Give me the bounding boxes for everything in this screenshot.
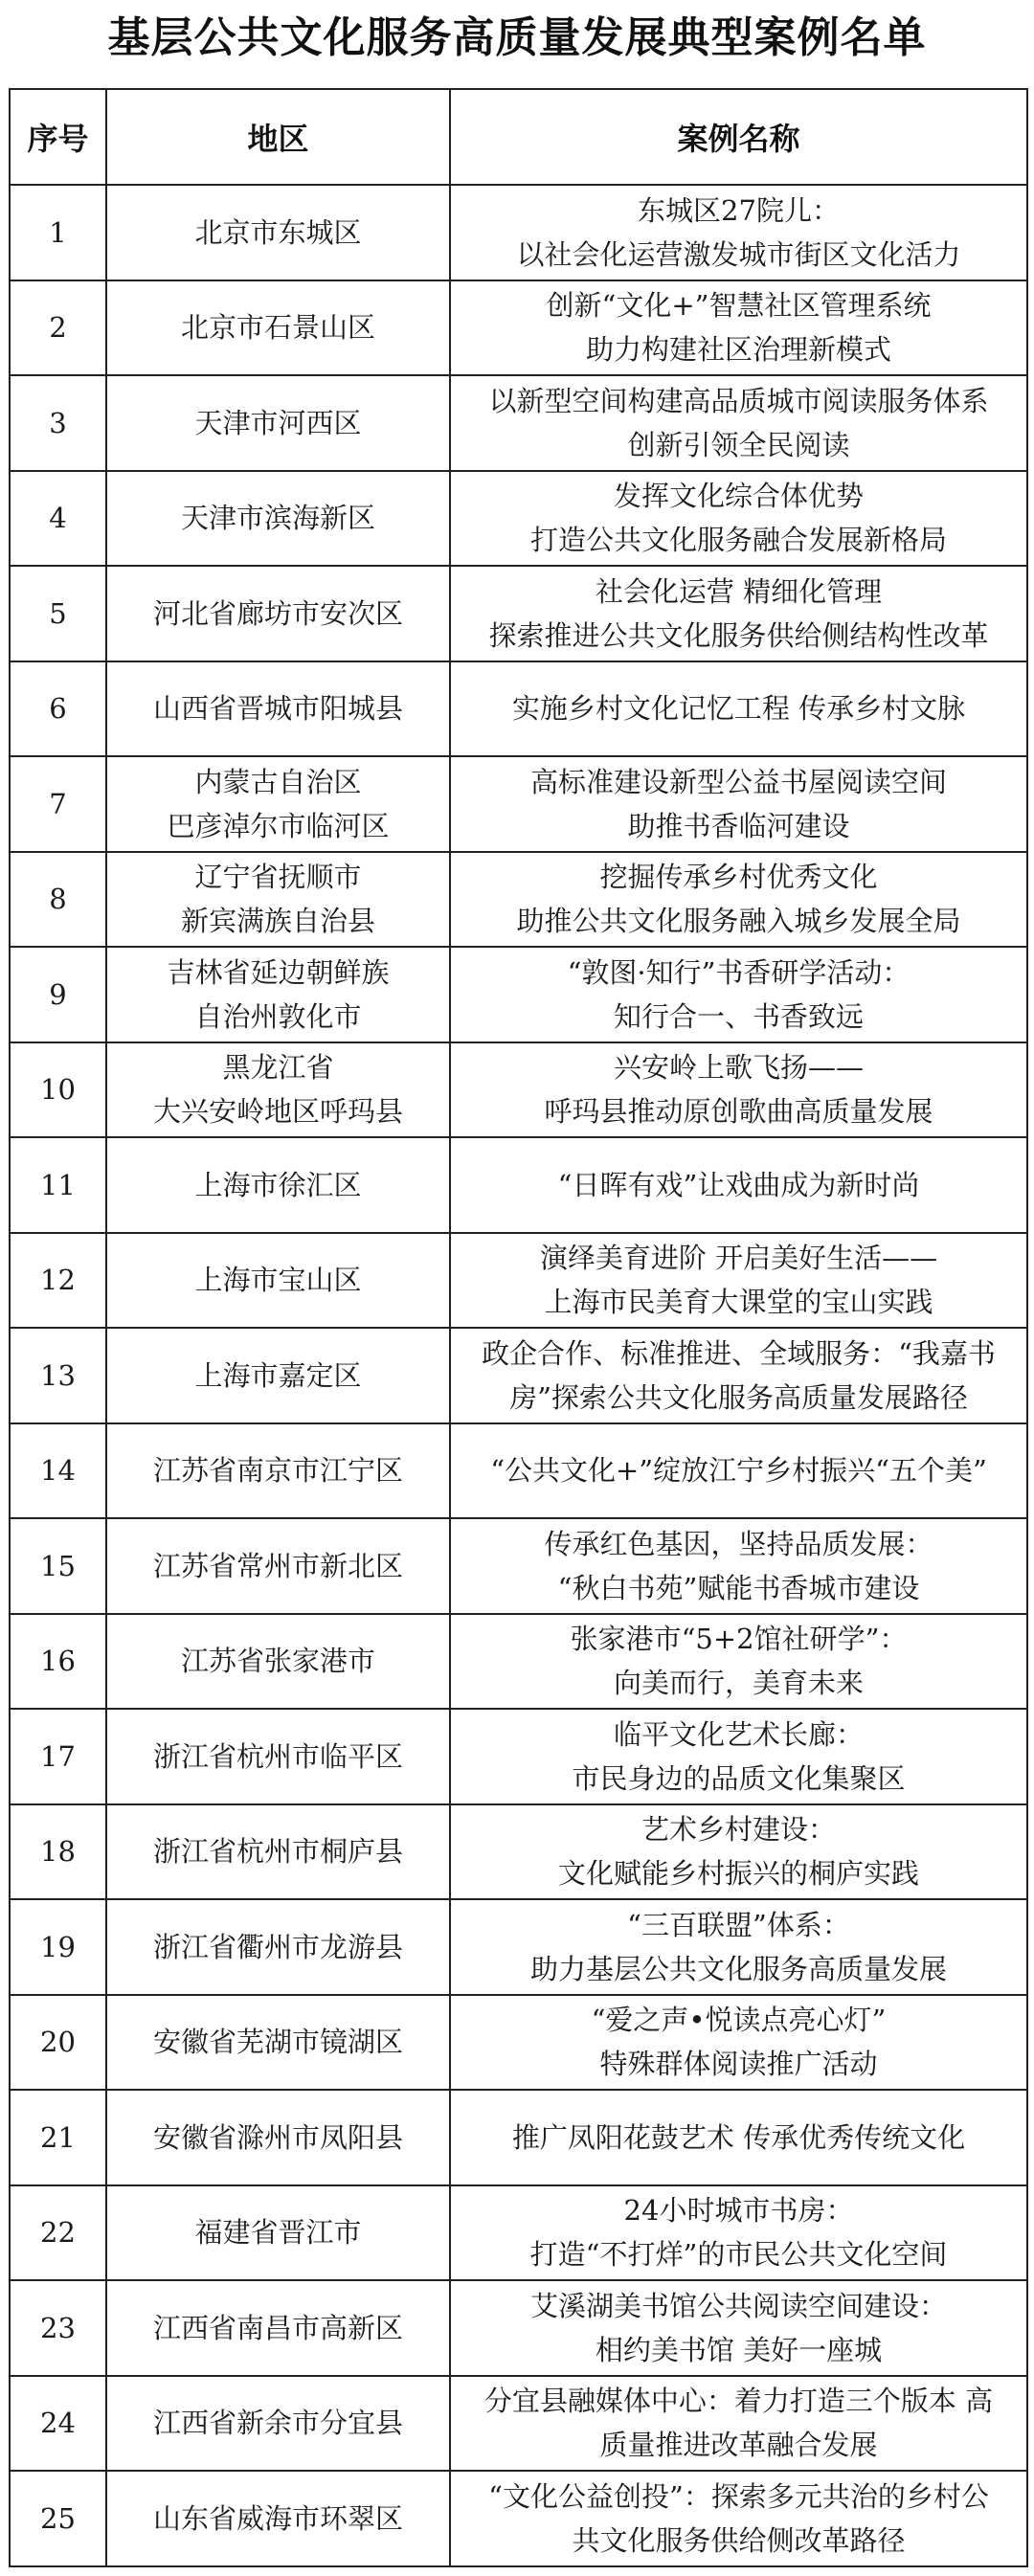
area-line: 安徽省滁州市凤阳县 [152, 2120, 403, 2154]
table-row [10, 1899, 1027, 1995]
table-row [10, 2185, 1027, 2281]
table-row [10, 2280, 1027, 2376]
row-case-name [450, 1423, 1027, 1519]
area-line: 浙江省杭州市临平区 [152, 1739, 403, 1773]
row-case-name [450, 947, 1027, 1042]
table-row [10, 566, 1027, 661]
case-name-line: 特殊群体阅读推广活动 [599, 2048, 878, 2081]
row-area [106, 1137, 450, 1233]
header-area: 地区 [106, 89, 450, 185]
case-name-line: 探索推进公共文化服务供给侧结构性改革 [488, 618, 989, 652]
area-line: 北京市石景山区 [180, 311, 375, 345]
case-list-table [9, 88, 1028, 2567]
table-row [10, 1804, 1027, 1900]
header-number: 序号 [10, 89, 106, 185]
row-area [106, 1995, 450, 2091]
row-number: 19 [10, 1899, 106, 1995]
case-name-line: 房”探索公共文化服务高质量发展路径 [509, 1380, 968, 1414]
area-line: 上海市徐汇区 [194, 1168, 362, 1201]
area-line: 安徽省芜湖市镜湖区 [152, 2026, 403, 2059]
area-line: 山东省威海市环翠区 [152, 2501, 403, 2535]
case-name-line: 政企合作、标准推进、全域服务：“我嘉书 [482, 1336, 996, 1370]
case-name-line: 临平文化艺术长廊： [613, 1717, 864, 1751]
case-name-line: 向美而行，美育未来 [613, 1667, 864, 1700]
row-area [106, 1614, 450, 1710]
area-line: 浙江省衢州市龙游县 [152, 1930, 403, 1963]
row-case-name [450, 280, 1027, 376]
row-number: 25 [10, 2471, 106, 2566]
case-name-line: “公共文化+”绽放江宁乡村振兴“五个美” [490, 1454, 987, 1488]
case-name-line: “日晖有戏”让戏曲成为新时尚 [557, 1168, 920, 1201]
table-row [10, 2090, 1027, 2185]
row-area [106, 1042, 450, 1138]
case-name-line: 分宜县融媒体中心：着力打造三个版本 高 [483, 2385, 994, 2418]
case-name-line: 助推公共文化服务融入城乡发展全局 [516, 905, 961, 938]
header-case-name: 案例名称 [450, 89, 1027, 185]
row-area [106, 756, 450, 852]
area-line: 江西省南昌市高新区 [152, 2311, 403, 2344]
row-area [106, 1233, 450, 1329]
row-number: 9 [10, 947, 106, 1042]
row-case-name [450, 2376, 1027, 2472]
row-case-name [450, 2280, 1027, 2376]
table-row [10, 1137, 1027, 1233]
row-area [106, 1328, 450, 1423]
row-area [106, 1899, 450, 1995]
area-line: 巴彦淖尔市临河区 [167, 809, 390, 842]
row-case-name [450, 1709, 1027, 1804]
case-name-line: 相约美书馆 美好一座城 [595, 2333, 883, 2366]
row-number: 2 [10, 280, 106, 376]
case-name-line: 以新型空间构建高品质城市阅读服务体系 [488, 384, 989, 417]
row-number: 16 [10, 1614, 106, 1710]
row-area [106, 185, 450, 280]
row-case-name [450, 852, 1027, 948]
row-case-name [450, 1137, 1027, 1233]
case-name-line: 创新“文化+”智慧社区管理系统 [546, 289, 932, 323]
row-number: 6 [10, 661, 106, 757]
row-case-name [450, 1233, 1027, 1329]
area-line: 大兴安岭地区呼玛县 [152, 1095, 403, 1129]
case-name-line: “秋白书苑”赋能书香城市建设 [557, 1571, 920, 1604]
row-number: 15 [10, 1518, 106, 1614]
case-name-line: 艺术乡村建设： [641, 1813, 836, 1847]
row-area [106, 661, 450, 757]
row-case-name [450, 661, 1027, 757]
case-name-line: 上海市民美育大课堂的宝山实践 [544, 1286, 933, 1319]
row-area [106, 1423, 450, 1519]
row-area [106, 2471, 450, 2566]
area-line: 山西省晋城市阳城县 [152, 692, 403, 726]
table-row [10, 1518, 1027, 1614]
row-case-name [450, 756, 1027, 852]
case-name-line: 打造公共文化服务融合发展新格局 [529, 524, 947, 557]
row-case-name [450, 1518, 1027, 1614]
case-name-line: 高标准建设新型公益书屋阅读空间 [529, 765, 947, 798]
area-line: 自治州敦化市 [194, 999, 362, 1033]
area-line: 江苏省南京市江宁区 [152, 1454, 403, 1488]
row-case-name [450, 566, 1027, 661]
row-case-name [450, 1995, 1027, 2091]
area-line: 江苏省张家港市 [180, 1645, 375, 1678]
row-number: 7 [10, 756, 106, 852]
row-area [106, 852, 450, 948]
case-name-line: 艾溪湖美书馆公共阅读空间建设： [529, 2289, 947, 2322]
table-row [10, 756, 1027, 852]
table-row [10, 1423, 1027, 1519]
row-case-name [450, 1042, 1027, 1138]
row-area [106, 1518, 450, 1614]
row-area [106, 471, 450, 567]
row-number: 3 [10, 375, 106, 471]
case-name-line: 呼玛县推动原创歌曲高质量发展 [544, 1095, 933, 1129]
row-number: 24 [10, 2376, 106, 2472]
row-number: 8 [10, 852, 106, 948]
area-line: 北京市东城区 [194, 215, 362, 249]
row-case-name [450, 2185, 1027, 2281]
row-number: 12 [10, 1233, 106, 1329]
row-number: 20 [10, 1995, 106, 2091]
row-case-name [450, 1328, 1027, 1423]
row-area [106, 2376, 450, 2472]
case-name-line: 东城区27院儿： [638, 193, 840, 227]
case-name-line: 助推书香临河建设 [627, 809, 850, 842]
case-name-line: 助力构建社区治理新模式 [585, 333, 891, 367]
row-area [106, 566, 450, 661]
row-case-name [450, 375, 1027, 471]
case-name-line: 挖掘传承乡村优秀文化 [599, 861, 878, 894]
table-row [10, 1328, 1027, 1423]
case-name-line: 质量推进改革融合发展 [599, 2429, 878, 2462]
row-number: 10 [10, 1042, 106, 1138]
area-line: 天津市河西区 [194, 406, 362, 439]
row-number: 23 [10, 2280, 106, 2376]
table-row [10, 852, 1027, 948]
table-row [10, 280, 1027, 376]
case-name-line: 推广凤阳花鼓艺术 传承优秀传统文化 [511, 2120, 966, 2154]
case-name-line: 24小时城市书房： [623, 2194, 854, 2228]
row-number: 17 [10, 1709, 106, 1804]
row-number: 11 [10, 1137, 106, 1233]
row-case-name [450, 185, 1027, 280]
area-line: 河北省廊坊市安次区 [152, 596, 403, 630]
row-case-name [450, 1899, 1027, 1995]
area-line: 吉林省延边朝鲜族 [167, 955, 390, 989]
row-area [106, 2090, 450, 2185]
table-row [10, 947, 1027, 1042]
case-name-line: “三百联盟”体系： [627, 1908, 850, 1941]
table-header-row [10, 89, 1027, 185]
row-number: 22 [10, 2185, 106, 2281]
area-line: 江苏省常州市新北区 [152, 1549, 403, 1582]
case-name-line: 发挥文化综合体优势 [613, 480, 864, 513]
table-row [10, 185, 1027, 280]
case-name-line: 创新引领全民阅读 [627, 428, 850, 461]
table-row [10, 375, 1027, 471]
row-case-name [450, 471, 1027, 567]
row-case-name [450, 2090, 1027, 2185]
row-area [106, 280, 450, 376]
area-line: 内蒙古自治区 [194, 765, 362, 798]
case-name-line: 知行合一、书香致远 [613, 999, 864, 1033]
case-name-line: 演绎美育进阶 开启美好生活—— [539, 1242, 938, 1275]
case-name-line: 文化赋能乡村振兴的桐庐实践 [557, 1857, 919, 1891]
area-line: 辽宁省抚顺市 [194, 861, 362, 894]
row-area [106, 2185, 450, 2281]
row-case-name [450, 1614, 1027, 1710]
table-row [10, 1042, 1027, 1138]
table-row [10, 1233, 1027, 1329]
table-body [10, 185, 1027, 2566]
row-number: 13 [10, 1328, 106, 1423]
row-case-name [450, 2471, 1027, 2566]
page-title: 基层公共文化服务高质量发展典型案例名单 [107, 13, 927, 62]
case-name-line: 市民身边的品质文化集聚区 [572, 1761, 906, 1795]
table-row [10, 661, 1027, 757]
row-area [106, 375, 450, 471]
case-name-line: 共文化服务供给侧改革路径 [572, 2523, 906, 2557]
table-row [10, 1709, 1027, 1804]
row-number: 18 [10, 1804, 106, 1900]
case-name-line: “敦图·知行”书香研学活动： [567, 955, 910, 989]
table-row [10, 1614, 1027, 1710]
area-line: 上海市宝山区 [194, 1264, 362, 1297]
table-row [10, 2471, 1027, 2566]
row-area [106, 1709, 450, 1804]
area-line: 浙江省杭州市桐庐县 [152, 1835, 403, 1869]
area-line: 天津市滨海新区 [180, 502, 375, 535]
row-area [106, 1804, 450, 1900]
table-row [10, 2376, 1027, 2472]
area-line: 福建省晋江市 [194, 2216, 362, 2250]
area-line: 黑龙江省 [222, 1051, 334, 1085]
area-line: 江西省新余市分宜县 [152, 2407, 403, 2440]
row-case-name [450, 1804, 1027, 1900]
table-row [10, 471, 1027, 567]
row-number: 1 [10, 185, 106, 280]
case-name-line: 实施乡村文化记忆工程 传承乡村文脉 [511, 692, 966, 726]
case-name-line: 助力基层公共文化服务高质量发展 [529, 1952, 947, 1985]
case-name-line: 社会化运营 精细化管理 [595, 574, 883, 608]
row-number: 14 [10, 1423, 106, 1519]
case-name-line: 以社会化运营激发城市街区文化活力 [516, 237, 961, 271]
table-row [10, 1995, 1027, 2091]
area-line: 新宾满族自治县 [180, 905, 375, 938]
case-name-line: “文化公益创投”：探索多元共治的乡村公 [488, 2479, 989, 2513]
area-line: 上海市嘉定区 [194, 1358, 362, 1392]
case-name-line: 张家港市“5+2馆社研学”： [570, 1623, 908, 1656]
case-name-line: 传承红色基因，坚持品质发展： [544, 1527, 933, 1560]
case-name-line: 打造“不打烊”的市民公共文化空间 [529, 2238, 948, 2272]
case-name-line: 兴安岭上歌飞扬—— [613, 1051, 864, 1085]
case-name-line: “爱之声•悦读点亮心灯” [591, 2004, 887, 2037]
row-area [106, 947, 450, 1042]
row-number: 4 [10, 471, 106, 567]
row-number: 21 [10, 2090, 106, 2185]
row-area [106, 2280, 450, 2376]
row-number: 5 [10, 566, 106, 661]
